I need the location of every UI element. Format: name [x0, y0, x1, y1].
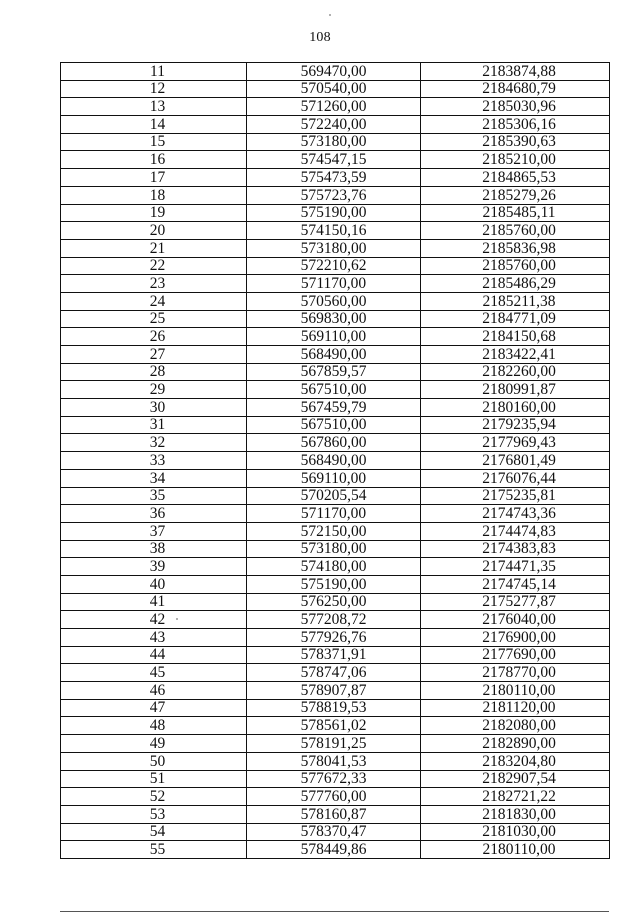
point-number-cell: 46 [61, 682, 247, 700]
y-coordinate-cell: 2184150,68 [421, 328, 610, 346]
x-coordinate-cell: 571170,00 [247, 505, 421, 523]
scan-speck [176, 618, 178, 620]
point-number-cell: 22 [61, 257, 247, 275]
point-number-cell: 13 [61, 98, 247, 116]
table-row [61, 699, 610, 717]
y-coordinate-cell: 2177690,00 [421, 646, 610, 664]
x-coordinate-cell: 577760,00 [247, 788, 421, 806]
y-coordinate-cell: 2181030,00 [421, 823, 610, 841]
table-row [61, 116, 610, 134]
y-coordinate-cell: 2176040,00 [421, 611, 610, 629]
table-row [61, 98, 610, 116]
table-row [61, 310, 610, 328]
coordinates-table-container [60, 62, 609, 859]
point-number-cell: 14 [61, 116, 247, 134]
point-number-cell: 54 [61, 823, 247, 841]
point-number-cell: 43 [61, 629, 247, 647]
y-coordinate-cell: 2184865,53 [421, 169, 610, 187]
point-number-cell: 41 [61, 593, 247, 611]
x-coordinate-cell: 578191,25 [247, 735, 421, 753]
x-coordinate-cell: 574150,16 [247, 222, 421, 240]
page-bottom-rule [60, 911, 609, 912]
table-row [61, 522, 610, 540]
x-coordinate-cell: 575473,59 [247, 169, 421, 187]
point-number-cell: 34 [61, 469, 247, 487]
page-number: 108 [309, 30, 331, 45]
y-coordinate-cell: 2175277,87 [421, 593, 610, 611]
x-coordinate-cell: 567860,00 [247, 434, 421, 452]
y-coordinate-cell: 2175235,81 [421, 487, 610, 505]
table-row [61, 841, 610, 859]
x-coordinate-cell: 578561,02 [247, 717, 421, 735]
x-coordinate-cell: 578041,53 [247, 752, 421, 770]
table-row [61, 204, 610, 222]
point-number-cell: 26 [61, 328, 247, 346]
x-coordinate-cell: 578449,86 [247, 841, 421, 859]
y-coordinate-cell: 2185485,11 [421, 204, 610, 222]
y-coordinate-cell: 2185760,00 [421, 222, 610, 240]
x-coordinate-cell: 574180,00 [247, 558, 421, 576]
point-number-cell: 30 [61, 399, 247, 417]
x-coordinate-cell: 574547,15 [247, 151, 421, 169]
y-coordinate-cell: 2176801,49 [421, 452, 610, 470]
y-coordinate-cell: 2174471,35 [421, 558, 610, 576]
point-number-cell: 39 [61, 558, 247, 576]
table-row [61, 416, 610, 434]
y-coordinate-cell: 2185486,29 [421, 275, 610, 293]
y-coordinate-cell: 2183204,80 [421, 752, 610, 770]
x-coordinate-cell: 578747,06 [247, 664, 421, 682]
point-number-cell: 49 [61, 735, 247, 753]
x-coordinate-cell: 567459,79 [247, 399, 421, 417]
coordinates-table-body [61, 63, 610, 859]
y-coordinate-cell: 2178770,00 [421, 664, 610, 682]
table-row [61, 735, 610, 753]
point-number-cell: 20 [61, 222, 247, 240]
point-number-cell: 40 [61, 575, 247, 593]
table-row [61, 575, 610, 593]
point-number-cell: 33 [61, 452, 247, 470]
y-coordinate-cell: 2185211,38 [421, 292, 610, 310]
point-number-cell: 44 [61, 646, 247, 664]
x-coordinate-cell: 577672,33 [247, 770, 421, 788]
x-coordinate-cell: 567859,57 [247, 363, 421, 381]
point-number-cell: 51 [61, 770, 247, 788]
x-coordinate-cell: 567510,00 [247, 416, 421, 434]
table-row [61, 80, 610, 98]
table-row [61, 770, 610, 788]
table-row [61, 63, 610, 81]
point-number-cell: 36 [61, 505, 247, 523]
x-coordinate-cell: 570540,00 [247, 80, 421, 98]
y-coordinate-cell: 2185390,63 [421, 133, 610, 151]
table-row [61, 186, 610, 204]
y-coordinate-cell: 2185836,98 [421, 239, 610, 257]
point-number-cell: 11 [61, 63, 247, 81]
table-row [61, 823, 610, 841]
x-coordinate-cell: 570205,54 [247, 487, 421, 505]
table-row [61, 788, 610, 806]
y-coordinate-cell: 2180110,00 [421, 841, 610, 859]
table-row [61, 752, 610, 770]
x-coordinate-cell: 571170,00 [247, 275, 421, 293]
table-row [61, 646, 610, 664]
x-coordinate-cell: 577926,76 [247, 629, 421, 647]
point-number-cell: 48 [61, 717, 247, 735]
table-row [61, 434, 610, 452]
table-row [61, 399, 610, 417]
y-coordinate-cell: 2185760,00 [421, 257, 610, 275]
x-coordinate-cell: 577208,72 [247, 611, 421, 629]
table-row [61, 505, 610, 523]
point-number-cell: 18 [61, 186, 247, 204]
y-coordinate-cell: 2180160,00 [421, 399, 610, 417]
y-coordinate-cell: 2184680,79 [421, 80, 610, 98]
x-coordinate-cell: 571260,00 [247, 98, 421, 116]
y-coordinate-cell: 2181120,00 [421, 699, 610, 717]
point-number-cell: 29 [61, 381, 247, 399]
point-number-cell: 53 [61, 805, 247, 823]
table-row [61, 292, 610, 310]
x-coordinate-cell: 578819,53 [247, 699, 421, 717]
y-coordinate-cell: 2174745,14 [421, 575, 610, 593]
table-row [61, 487, 610, 505]
y-coordinate-cell: 2182721,22 [421, 788, 610, 806]
table-row [61, 381, 610, 399]
y-coordinate-cell: 2179235,94 [421, 416, 610, 434]
y-coordinate-cell: 2174743,36 [421, 505, 610, 523]
point-number-cell: 35 [61, 487, 247, 505]
x-coordinate-cell: 575723,76 [247, 186, 421, 204]
table-row [61, 222, 610, 240]
y-coordinate-cell: 2181830,00 [421, 805, 610, 823]
table-row [61, 682, 610, 700]
y-coordinate-cell: 2185210,00 [421, 151, 610, 169]
x-coordinate-cell: 569110,00 [247, 469, 421, 487]
table-row [61, 717, 610, 735]
table-row [61, 629, 610, 647]
table-row [61, 239, 610, 257]
x-coordinate-cell: 575190,00 [247, 204, 421, 222]
y-coordinate-cell: 2185030,96 [421, 98, 610, 116]
point-number-cell: 52 [61, 788, 247, 806]
point-number-cell: 21 [61, 239, 247, 257]
table-row [61, 257, 610, 275]
x-coordinate-cell: 578371,91 [247, 646, 421, 664]
y-coordinate-cell: 2184771,09 [421, 310, 610, 328]
table-row [61, 363, 610, 381]
table-row [61, 452, 610, 470]
x-coordinate-cell: 576250,00 [247, 593, 421, 611]
x-coordinate-cell: 568490,00 [247, 452, 421, 470]
point-number-cell: 38 [61, 540, 247, 558]
point-number-cell: 24 [61, 292, 247, 310]
table-row [61, 593, 610, 611]
table-row [61, 469, 610, 487]
table-row [61, 346, 610, 364]
x-coordinate-cell: 570560,00 [247, 292, 421, 310]
x-coordinate-cell: 578160,87 [247, 805, 421, 823]
x-coordinate-cell: 578370,47 [247, 823, 421, 841]
point-number-cell: 37 [61, 522, 247, 540]
point-number-cell: 17 [61, 169, 247, 187]
table-row [61, 664, 610, 682]
table-row [61, 169, 610, 187]
y-coordinate-cell: 2182080,00 [421, 717, 610, 735]
coordinates-table [60, 62, 610, 859]
table-row [61, 328, 610, 346]
point-number-cell: 27 [61, 346, 247, 364]
point-number-cell: 45 [61, 664, 247, 682]
table-row [61, 558, 610, 576]
table-row [61, 540, 610, 558]
point-number-cell: 47 [61, 699, 247, 717]
y-coordinate-cell: 2180991,87 [421, 381, 610, 399]
x-coordinate-cell: 575190,00 [247, 575, 421, 593]
x-coordinate-cell: 569830,00 [247, 310, 421, 328]
point-number-cell: 32 [61, 434, 247, 452]
x-coordinate-cell: 568490,00 [247, 346, 421, 364]
y-coordinate-cell: 2176900,00 [421, 629, 610, 647]
y-coordinate-cell: 2183422,41 [421, 346, 610, 364]
x-coordinate-cell: 572150,00 [247, 522, 421, 540]
y-coordinate-cell: 2185306,16 [421, 116, 610, 134]
x-coordinate-cell: 578907,87 [247, 682, 421, 700]
y-coordinate-cell: 2176076,44 [421, 469, 610, 487]
point-number-cell: 16 [61, 151, 247, 169]
table-row [61, 611, 610, 629]
y-coordinate-cell: 2174383,83 [421, 540, 610, 558]
point-number-cell: 12 [61, 80, 247, 98]
table-row [61, 275, 610, 293]
x-coordinate-cell: 569110,00 [247, 328, 421, 346]
x-coordinate-cell: 573180,00 [247, 239, 421, 257]
x-coordinate-cell: 572210,62 [247, 257, 421, 275]
scan-speck [329, 14, 331, 16]
y-coordinate-cell: 2180110,00 [421, 682, 610, 700]
point-number-cell: 25 [61, 310, 247, 328]
x-coordinate-cell: 573180,00 [247, 133, 421, 151]
point-number-cell: 50 [61, 752, 247, 770]
y-coordinate-cell: 2177969,43 [421, 434, 610, 452]
x-coordinate-cell: 572240,00 [247, 116, 421, 134]
y-coordinate-cell: 2182907,54 [421, 770, 610, 788]
point-number-cell: 23 [61, 275, 247, 293]
x-coordinate-cell: 567510,00 [247, 381, 421, 399]
table-row [61, 805, 610, 823]
point-number-cell: 31 [61, 416, 247, 434]
y-coordinate-cell: 2182890,00 [421, 735, 610, 753]
x-coordinate-cell: 569470,00 [247, 63, 421, 81]
point-number-cell: 19 [61, 204, 247, 222]
point-number-cell: 15 [61, 133, 247, 151]
x-coordinate-cell: 573180,00 [247, 540, 421, 558]
table-row [61, 133, 610, 151]
y-coordinate-cell: 2174474,83 [421, 522, 610, 540]
y-coordinate-cell: 2183874,88 [421, 63, 610, 81]
y-coordinate-cell: 2185279,26 [421, 186, 610, 204]
point-number-cell: 42 [61, 611, 247, 629]
table-row [61, 151, 610, 169]
point-number-cell: 28 [61, 363, 247, 381]
y-coordinate-cell: 2182260,00 [421, 363, 610, 381]
point-number-cell: 55 [61, 841, 247, 859]
